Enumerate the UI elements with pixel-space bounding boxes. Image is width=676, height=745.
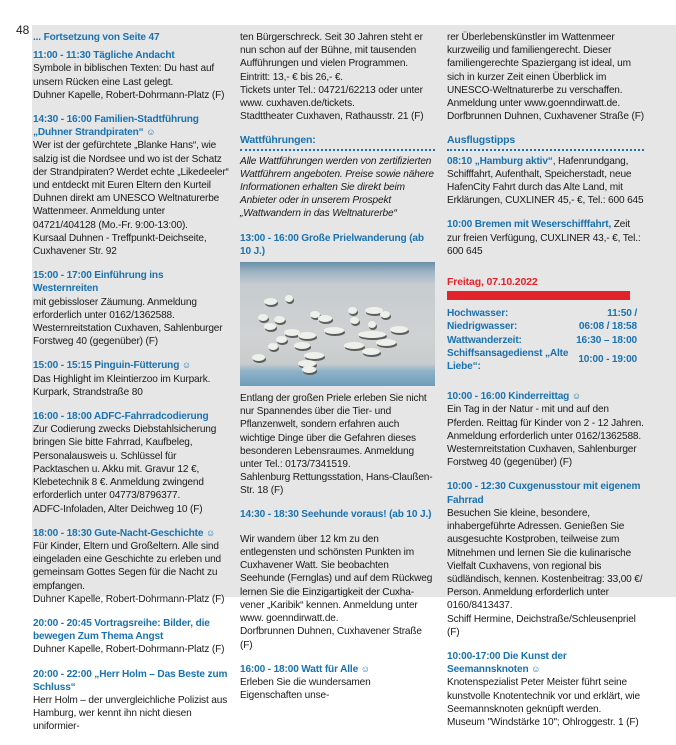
child-friendly-icon: ☺	[531, 664, 541, 675]
event-location: Museum "Windstärke 10"; Ohlroggestr. 1 (F)	[447, 716, 639, 728]
tide-table	[447, 307, 637, 373]
tide-label: Niedrigwasser:	[447, 321, 518, 333]
event-body: Entlang der großen Priele erleben Sie nicht nur Spannendes über die Tier- und Pflanzenwelt, sondern erfahren auch wichtige Dinge über die Gefahren dieses besonderen Lebensraumes. Anmeldung unter Tel.: 0173/7341519.	[240, 393, 427, 471]
event-title: 14:30 - 18:30 Seehunde voraus! (ab 10 J.)	[240, 508, 432, 520]
event-location: Westernreitstation Cuxhaven, Sahlenburger Forstweg 40 (gegenüber) (F)	[447, 444, 637, 469]
tide-value: 16:30 – 18:00	[576, 334, 637, 346]
event-body: Symbole in biblischen Texten: Du hast auf unsern Rücken eine Last gelegt.	[33, 63, 215, 88]
section-intro: Alle Wattführungen werden von zertifizierten Wattführern angeboten. Preise sowie nähere Informationen erhalten Sie direkt beim Anbieter oder in unserem Prospekt „Wattwandern in das Weltnaturerbe“	[240, 155, 434, 220]
section-title-ausflugstipps: Ausflugstipps	[447, 134, 644, 150]
event-body: rer Überlebenskünstler im Wattenmeer kurzweilig und familiengerecht. Dieser familiengerechte Spaziergang ist ideal, um sich in kurzer Zeit einen Überblick im UNESCO-Weltnaturerbe zu verschaffen. Anmeldung unter www.goenndirwatt.de.	[447, 32, 631, 110]
tide-label: Hochwasser:	[447, 308, 509, 320]
event-item	[33, 269, 229, 348]
event-location: Duhner Kapelle, Robert-Dohrmann-Platz (F)	[33, 644, 225, 656]
event-item	[447, 650, 644, 729]
event-item	[33, 113, 229, 258]
event-location: Kurpark, Strandstraße 80	[33, 386, 143, 398]
event-body: Erleben Sie die wundersamen Eigenschaften unse-	[240, 676, 371, 702]
event-title: 10:00-17:00 Die Kunst der Seemannsknoten	[447, 650, 567, 676]
event-body: Das Highlight im Kleintierzoo im Kurpark.	[33, 373, 211, 385]
trip-body: Zeit zur freien Verfügung, CUXLINER 43,- €, Tel.: 600 645	[447, 219, 641, 257]
event-body: Wer ist der gefürchtete „Blanke Hans“, wie salzig ist die Nordsee und wo ist der Schatz der Strandpiraten? Werdet echte „Likedeeler“ und entdeckt mit Euren Eltern den Kurteil Duhnen direkt am UNESCO Weltnaturerbe Wattenmeer. Anmeldung unter 04721/404128 (Mo.-Fr. 9:00-13:00).	[33, 140, 229, 231]
event-location: Stadttheater Cuxhaven, Rathausstr. 21 (F)	[240, 111, 424, 123]
tide-value: 10:00 - 19:00	[578, 354, 637, 366]
seals-photo	[240, 262, 435, 386]
event-body: Ein Tag in der Natur - mit und auf den Pferden. Reittag für Kinder von 2 - 12 Jahren. Anmeldung erforderlich unter 0162/1362588.	[447, 404, 644, 442]
event-location: Dorfbrunnen Duhnen, Cuxhavener Straße (F)	[240, 626, 422, 651]
event-title: 20:00 - 20:45 Vortragsreihe: Bilder, die bewegen Zum Thema Angst	[33, 617, 210, 643]
event-body: Für Kinder, Eltern und Großeltern. Alle sind eingeladen eine Geschichte zu erleben und gemeinsam Gottes Segen für die Nacht zu empfangen.	[33, 540, 222, 592]
event-body: Wir wandern über 12 km zu den entlegensten und schönsten Punkten im Cuxhavener Watt. Sie beobachten Seehunde (Fernglas) und auf dem Rückweg lernen Sie die Einzigartigkeit der Cuxhavener „Karibik“ kennen. Anmeldung unter www. goenndirwatt.de.	[240, 533, 433, 625]
tide-row	[447, 334, 637, 347]
event-title: 14:30 - 16:00 Familien-Stadtführung „Duhner Strandpiraten“	[33, 114, 199, 139]
event-body: Herr Holm – der unvergleichliche Polizist aus Hamburg, wer kennt ihn nicht diesen uniformier-	[33, 694, 228, 733]
event-body: Besuchen Sie kleine, besondere, inhabergeführte Adressen. Genießen Sie ausgesuchte Kostproben, teilweise zum Mitnehmen und lernen Sie die kulinarische Vielfalt Cuxhavens, von regional bis südländisch, kennen. Kostenbeitrag: 33,00 €/ Person. Anmeldung erforderlich unter 0160/8413437.	[447, 507, 643, 612]
event-title: 15:00 - 15:15 Pinguin-Fütterung	[33, 360, 180, 372]
event-body: ten Bürgerschreck. Seit 30 Jahren steht er nun schon auf der Bühne, mit tausenden Aufführungen und vielen Programmen. Eintritt: 13,- € bis 26,- €.	[240, 32, 423, 83]
tide-row	[447, 320, 637, 333]
event-title: 15:00 - 17:00 Einführung ins Westernreiten	[33, 270, 164, 295]
column-3	[447, 31, 644, 740]
tide-value: 06:08 / 18:58	[578, 321, 637, 333]
event-item	[240, 232, 435, 498]
event-item	[447, 480, 644, 638]
event-location: Schiff Hermine, Deichstraße/Schleusenpriel (F)	[447, 613, 636, 638]
tide-value: 11:50 /	[607, 308, 637, 320]
event-item	[447, 390, 644, 469]
tide-row	[447, 347, 637, 373]
child-friendly-icon: ☺	[571, 391, 581, 402]
child-friendly-icon: ☺	[360, 663, 370, 674]
trip-item	[447, 155, 644, 208]
event-location: Kursaal Duhnen - Treffpunkt-Deichseite, Cuxhavener Str. 92	[33, 232, 207, 258]
event-location: Dorfbrunnen Duhnen, Cuxhavener Straße (F)	[447, 111, 644, 123]
event-item	[33, 527, 229, 606]
date-heading: Freitag, 07.10.2022	[447, 276, 538, 289]
trip-body: , Hafenrundgang, Schifffahrt, Aufenthalt, Speicherstadt, neue HafenCity Fahrt durch das Alte Land, mit Erklärungen, CUXLINER 45,- €, Tel.: 600 645	[447, 155, 644, 207]
event-body: mit gebissloser Zäumung. Anmeldung erforderlich unter 0162/1362588.	[33, 296, 197, 321]
tide-label: Schiffsansagedienst „Alte Liebe“:	[447, 347, 569, 373]
page-number: 48	[16, 23, 30, 37]
event-title: 18:00 - 18:30 Gute-Nacht-Geschichte	[33, 527, 204, 539]
event-item	[33, 359, 229, 399]
event-item	[240, 663, 435, 703]
event-location: Sahlenburg Rettungsstation, Hans-Claußen-Str. 18 (F)	[240, 472, 433, 497]
event-item	[33, 668, 229, 734]
event-item	[33, 617, 229, 657]
event-location: Westernreitstation Cuxhaven, Sahlenburger Forstweg 40 (gegenüber) (F)	[33, 323, 223, 348]
event-title: 16:00 - 18:00 ADFC-Fahrradcodierung	[33, 411, 209, 423]
trip-title: 10:00 Bremen mit Weserschifffahrt,	[447, 219, 612, 231]
date-divider	[447, 291, 630, 300]
event-title: 20:00 - 22:00 „Herr Holm – Das Beste zum Schluss“	[33, 668, 228, 693]
event-item	[240, 508, 435, 652]
event-location: ADFC-Infoladen, Alter Deichweg 10 (F)	[33, 503, 203, 515]
column-2	[240, 31, 435, 713]
child-friendly-icon: ☺	[206, 527, 216, 538]
event-title: 10:00 - 16:00 Kinderreittag	[447, 391, 570, 403]
continuation-note: ... Fortsetzung von Seite 47	[33, 32, 160, 43]
event-title: 16:00 - 18:00 Watt für Alle	[240, 663, 359, 675]
event-item	[33, 49, 229, 102]
section-title-wattfuehrungen: Wattführungen:	[240, 134, 435, 150]
tide-row	[447, 307, 637, 320]
trip-title: 08:10 „Hamburg aktiv“	[447, 155, 553, 167]
child-friendly-icon: ☺	[146, 127, 156, 138]
column-1	[33, 31, 229, 745]
ticket-info: Tickets unter Tel.: 04721/62213 oder unter www. cuxhaven.de/tickets.	[240, 84, 423, 110]
event-location: Duhner Kapelle, Robert-Dohrmann-Platz (F)	[33, 593, 225, 605]
tide-label: Wattwanderzeit:	[447, 334, 522, 346]
event-body: Zur Codierung zwecks Diebstahlsicherung bringen Sie bitte Fahrrad, Kaufbeleg, Personalausweis u. Schlüssel für Packtaschen u. Akku mit. Gravur 12 €, Klebetechnik 8 €. Anmeldung zwingend erforderlich unter 04773/8796377.	[33, 424, 217, 502]
child-friendly-icon: ☺	[181, 360, 191, 371]
event-continuation	[447, 31, 644, 123]
event-title: 13:00 - 16:00 Große Prielwanderung (ab 10 J.)	[240, 232, 424, 257]
trip-item	[447, 218, 644, 258]
event-continuation	[240, 31, 435, 123]
event-title: 10:00 - 12:30 Cuxgenusstour mit eigenem Fahrrad	[447, 481, 641, 506]
event-location: Duhner Kapelle, Robert-Dohrmann-Platz (F)	[33, 89, 225, 101]
event-item	[33, 410, 229, 516]
event-title: 11:00 - 11:30 Tägliche Andacht	[33, 50, 175, 62]
event-body: Knotenspezialist Peter Meister führt seine kunstvolle Knotentechnik vor und erklärt, wie Seemannsknoten geknüpft werden.	[447, 677, 640, 715]
